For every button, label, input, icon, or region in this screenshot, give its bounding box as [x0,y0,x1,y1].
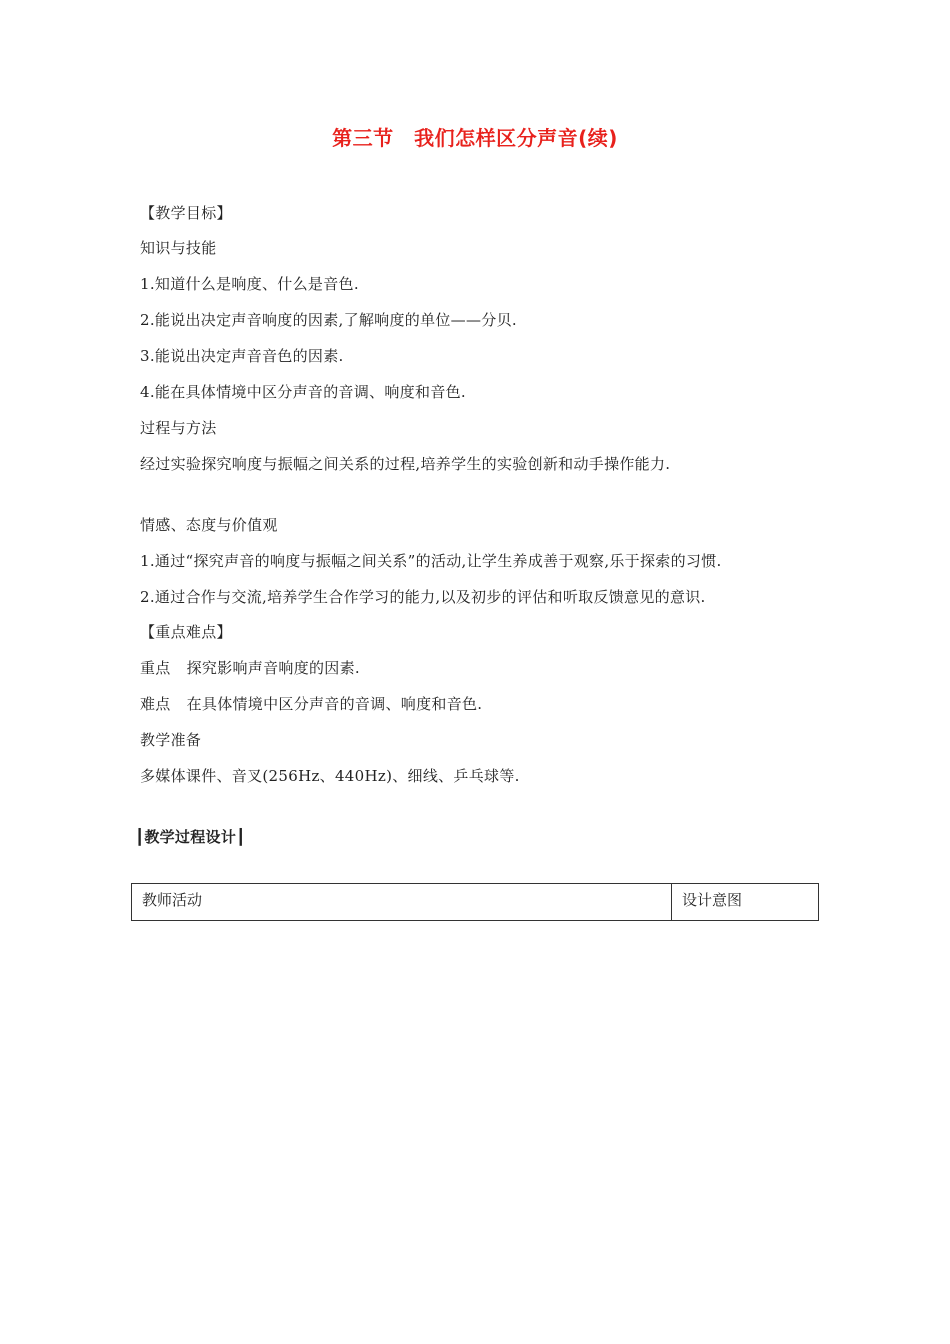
key-text: 探究影响声音响度的因素. [186,659,360,677]
knowledge-item: 1.知道什么是响度、什么是音色. [140,275,359,293]
key-points-heading: 【重点难点】 [140,623,232,641]
process-text: 经过实验探究响度与振幅之间关系的过程,培养学生的实验创新和动手操作能力. [140,455,671,473]
difficult-label: 难点 [140,695,171,713]
design-heading: ┃教学过程设计┃ [135,828,246,846]
knowledge-item: 4.能在具体情境中区分声音的音调、响度和音色. [140,383,466,401]
objectives-heading: 【教学目标】 [140,204,232,222]
page-title: 第三节 我们怎样区分声音(续) [332,126,618,150]
process-design-table [131,883,819,921]
difficult-point-row [140,694,482,714]
preparation-heading: 教学准备 [140,731,202,749]
process-heading: 过程与方法 [140,419,217,437]
design-intent-header: 设计意图 [672,884,819,921]
difficult-text: 在具体情境中区分声音的音调、响度和音色. [186,695,483,713]
emotion-item: 1.通过“探究声音的响度与振幅之间关系”的活动,让学生养成善于观察,乐于探索的习惯. [140,552,722,570]
key-label: 重点 [140,659,171,677]
preparation-text: 多媒体课件、音叉(256Hz、440Hz)、细线、乒乓球等. [140,767,520,785]
key-point-row [140,658,360,678]
knowledge-item: 2.能说出决定声音响度的因素,了解响度的单位——分贝. [140,311,517,329]
knowledge-heading: 知识与技能 [140,239,217,257]
emotion-heading: 情感、态度与价值观 [140,516,278,534]
teacher-activity-header: 教师活动 [132,884,672,921]
table-row [132,884,819,921]
emotion-item: 2.通过合作与交流,培养学生合作学习的能力,以及初步的评估和听取反馈意见的意识. [140,588,706,606]
knowledge-item: 3.能说出决定声音音色的因素. [140,347,344,365]
